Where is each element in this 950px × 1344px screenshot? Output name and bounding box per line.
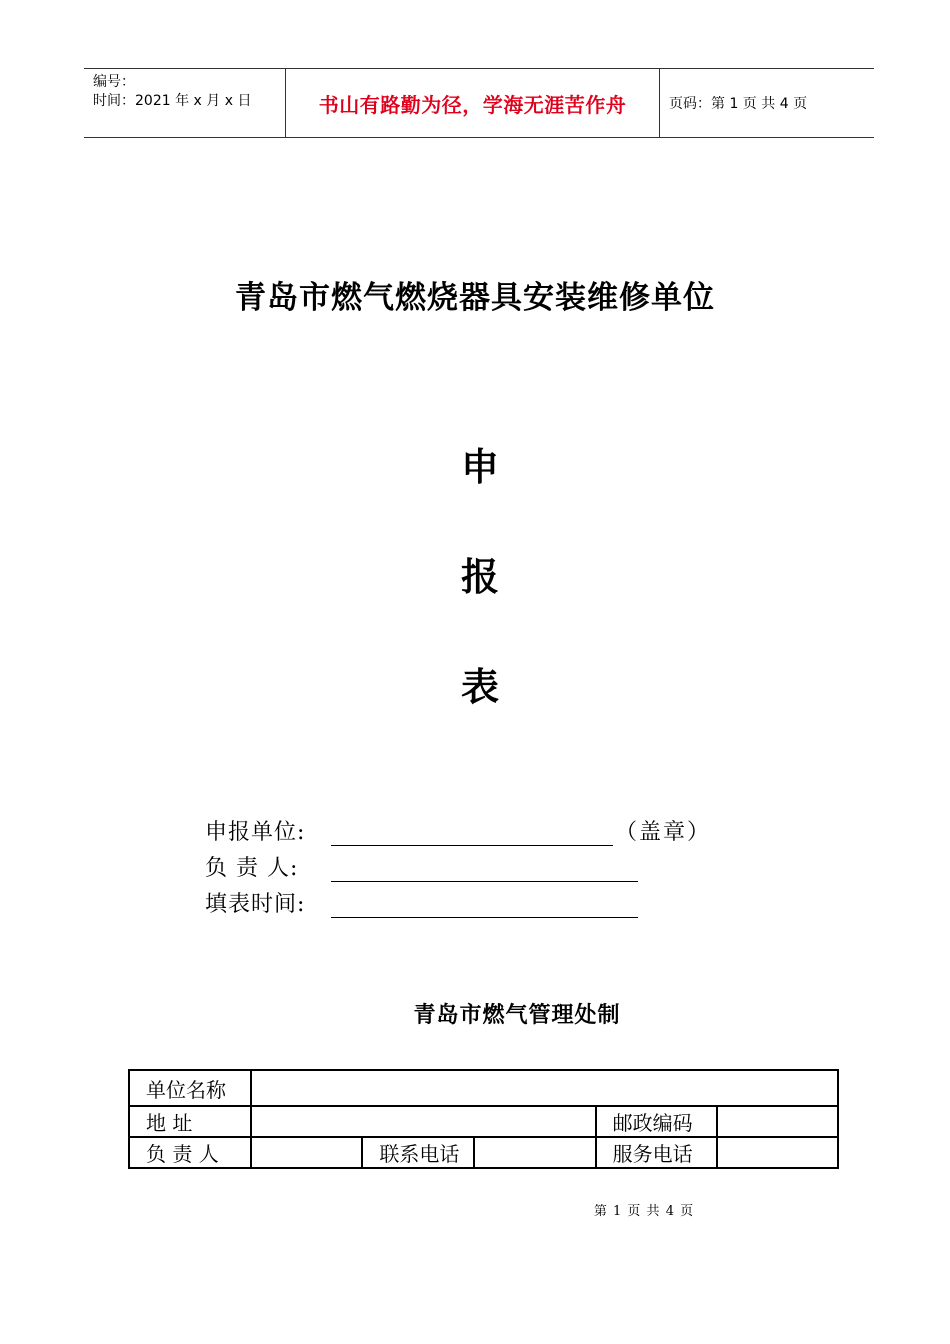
postcode-label: 邮政编码 [596, 1106, 717, 1137]
table-row [129, 1070, 838, 1106]
service-phone-cell[interactable] [717, 1137, 838, 1168]
field-date-label: 填表时间: [205, 892, 306, 917]
field-seal-suffix: （盖章） [615, 820, 712, 845]
address-label: 地 址 [129, 1106, 251, 1137]
title-char-2: 报 [460, 554, 499, 599]
field-person [205, 852, 638, 882]
postcode-cell[interactable] [717, 1106, 838, 1137]
header-page-info: 页码：第 1 页 共 4 页 [669, 96, 808, 112]
table-row [129, 1137, 838, 1168]
header-number: 编号： [93, 74, 135, 90]
page-header [84, 68, 874, 138]
field-person-label: 负 责 人: [205, 856, 299, 881]
title-char-3: 表 [460, 664, 499, 709]
field-unit [205, 816, 711, 846]
info-table [128, 1069, 839, 1169]
responsible-cell[interactable] [251, 1137, 362, 1168]
field-person-blank[interactable] [331, 855, 638, 882]
address-cell[interactable] [251, 1106, 596, 1137]
organization-name: 青岛市燃气管理处制 [413, 1002, 621, 1028]
field-unit-blank[interactable] [331, 819, 613, 846]
title-char-1: 申 [460, 444, 499, 489]
responsible-label: 负 责 人 [129, 1137, 251, 1168]
header-motto: 书山有路勤为径，学海无涯苦作舟 [286, 69, 660, 137]
header-meta [84, 69, 286, 137]
header-date: 时间：2021 年 x 月 x 日 [93, 93, 252, 109]
service-phone-label: 服务电话 [596, 1137, 717, 1168]
field-date-blank[interactable] [331, 891, 638, 918]
document-title: 青岛市燃气燃烧器具安装维修单位 [235, 280, 715, 316]
unit-name-label: 单位名称 [129, 1070, 251, 1106]
contact-phone-label: 联系电话 [362, 1137, 474, 1168]
field-date [205, 888, 638, 918]
page-footer: 第 1 页 共 4 页 [593, 1204, 695, 1219]
contact-phone-cell[interactable] [474, 1137, 595, 1168]
field-unit-label: 申报单位: [205, 820, 306, 845]
table-row [129, 1106, 838, 1137]
unit-name-cell[interactable] [251, 1070, 838, 1106]
